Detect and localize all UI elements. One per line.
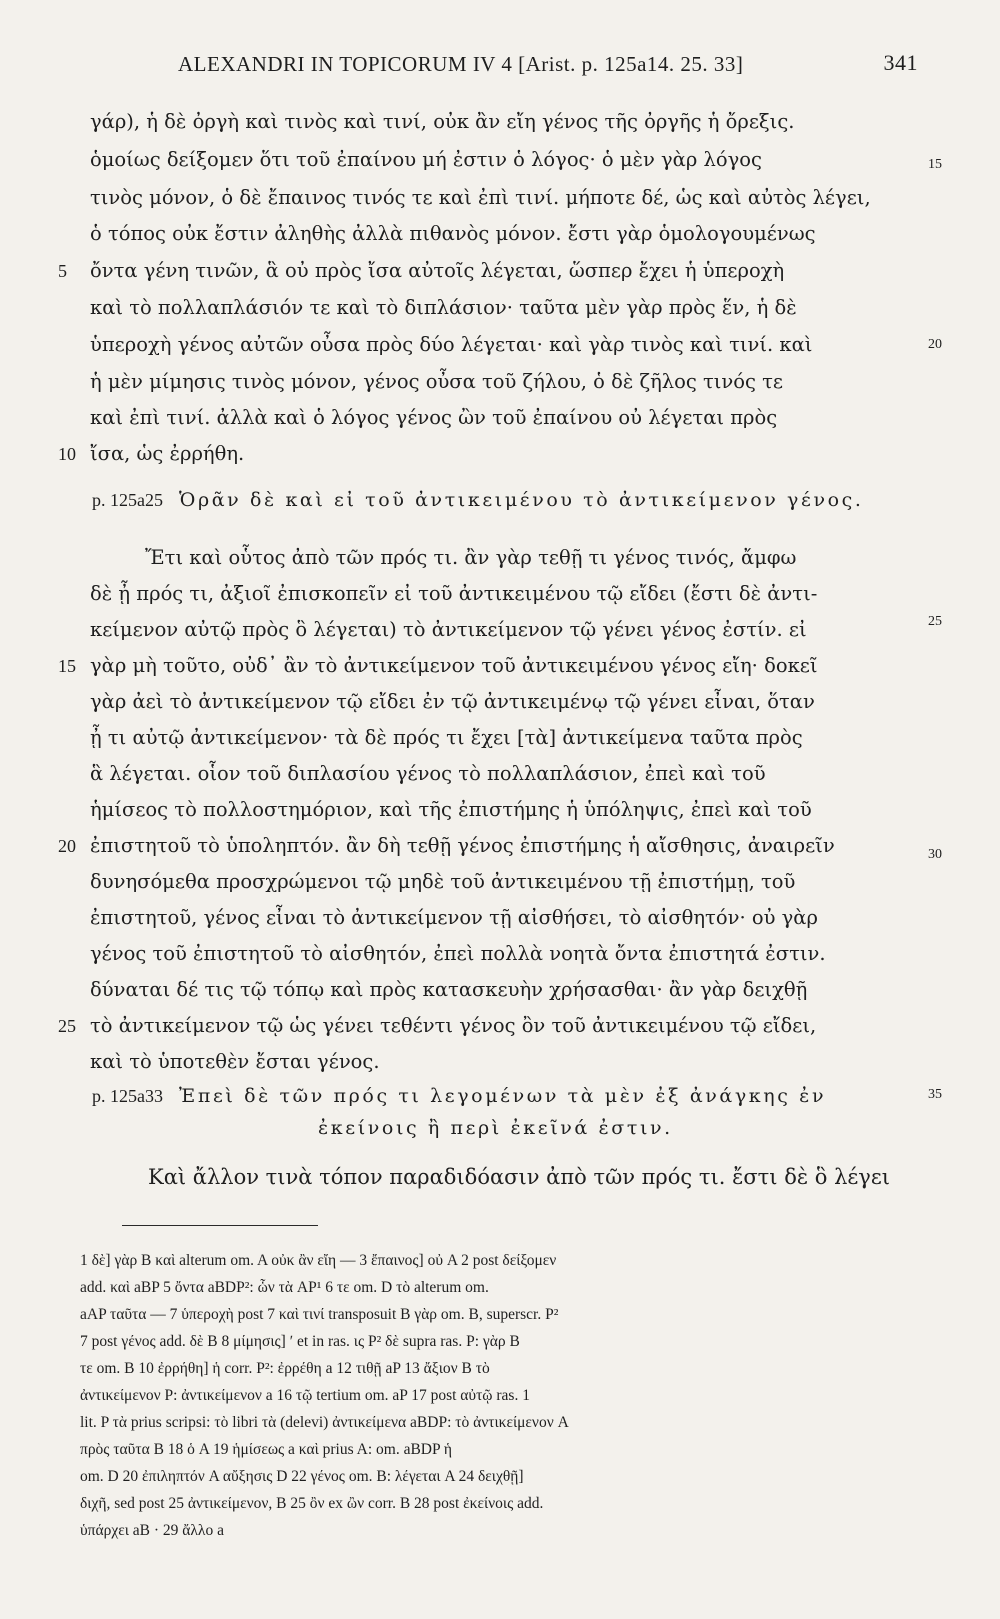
bekker-line-number: 35 bbox=[928, 1087, 942, 1102]
line-number: 20 bbox=[58, 836, 76, 856]
lemma-text: Ὁρᾶν δὲ καὶ εἰ τοῦ ἀντικειμένου τὸ ἀντικείμενον γένος. bbox=[179, 489, 864, 511]
text-line: ὑπεροχὴ γένος αὐτῶν οὖσα πρὸς δύο λέγεται· καὶ γὰρ τινὸς καὶ τινί. καὶ bbox=[90, 333, 813, 356]
running-header bbox=[178, 52, 918, 77]
apparatus-line: 1 δὲ] γὰρ B καὶ alterum om. A οὐκ ἂν εἴη — 3 ἔπαινος] οὐ A 2 post δείξομεν bbox=[80, 1252, 557, 1269]
lemma-text: Ἐπεὶ δὲ τῶν πρός τι λεγομένων τὰ μὲν ἐξ ἀνάγκης ἐν bbox=[179, 1085, 827, 1107]
apparatus-line: πρὸς ταῦτα B 18 ὁ A 19 ἡμίσεως a καὶ prius A: om. aBDP ἡ bbox=[80, 1441, 453, 1458]
text-line: γὰρ ἀεὶ τὸ ἀντικείμενον τῷ εἴδει ἐν τῷ ἀντικειμένῳ τῷ γένει εἶναι, ὅταν bbox=[90, 690, 815, 713]
text-line: ἡμίσεος τὸ πολλοστημόριον, καὶ τῆς ἐπιστήμης ἡ ὑπόληψις, ἐπεὶ καὶ τοῦ bbox=[90, 798, 812, 821]
lemma-heading-continued bbox=[318, 1112, 673, 1144]
page-number: 341 bbox=[883, 50, 918, 75]
text-line: ᾖ τι αὐτῷ ἀντικείμενον· τὰ δὲ πρός τι ἔχει [τὰ] ἀντικείμενα ταῦτα πρὸς bbox=[90, 726, 803, 749]
line-number: 15 bbox=[58, 656, 76, 676]
lemma-heading bbox=[92, 1080, 826, 1112]
text-line: ὄντα γένη τινῶν, ἃ οὐ πρὸς ἴσα αὐτοῖς λέγεται, ὥσπερ ἔχει ἡ ὑπεροχὴ bbox=[90, 259, 785, 282]
text-line: δυνησόμεθα προσχρώμενοι τῷ μηδὲ τοῦ ἀντικειμένου τῇ ἐπιστήμῃ, τοῦ bbox=[90, 870, 796, 893]
text-line: δύναται δέ τις τῷ τόπῳ καὶ πρὸς κατασκευὴν χρήσασθαι· ἂν γὰρ δειχθῇ bbox=[90, 978, 808, 1001]
line-number: 5 bbox=[58, 261, 67, 281]
text-line: ἡ μὲν μίμησις τινὸς μόνον, γένος οὖσα τοῦ ζήλου, ὁ δὲ ζῆλος τινός τε bbox=[90, 370, 784, 393]
text-line: ἐπιστητοῦ, γένος εἶναι τὸ ἀντικείμενον τῇ αἰσθήσει, τὸ αἰσθητόν· οὐ γὰρ bbox=[90, 906, 818, 929]
line-number: 10 bbox=[58, 444, 76, 464]
bekker-line-number: 20 bbox=[928, 337, 942, 352]
text-line: γὰρ μὴ τοῦτο, οὐδ᾽ ἂν τὸ ἀντικείμενον τοῦ ἀντικειμένου γένος εἴη· δοκεῖ bbox=[90, 654, 818, 677]
text-line: γάρ), ἡ δὲ ὀργὴ καὶ τινὸς καὶ τινί, οὐκ ἂν εἴη γένος τῆς ὀργῆς ἡ ὄρεξις. bbox=[90, 110, 795, 133]
apparatus-line: διχῆ, sed post 25 ἀντικείμενον, B 25 ὂν ex ὢν corr. B 28 post ἐκείνοις add. bbox=[80, 1495, 544, 1512]
lemma-heading bbox=[92, 484, 864, 516]
text-line: δὲ ᾖ πρός τι, ἀξιοῖ ἐπισκοπεῖν εἰ τοῦ ἀντικειμένου τῷ εἴδει (ἔστι δὲ ἀντι- bbox=[90, 582, 818, 605]
lemma-reference: p. 125a33 bbox=[92, 1086, 163, 1106]
text-line: ὁ τόπος οὐκ ἔστιν ἀληθὴς ἀλλὰ πιθανὸς μόνον. ἔστι γὰρ ὁμολογουμένως bbox=[90, 222, 816, 245]
apparatus-line: ἀντικείμενον P: ἀντικείμενον a 16 τῷ tertium om. aP 17 post αὐτῷ ras. 1 bbox=[80, 1387, 530, 1404]
running-title: ALEXANDRI IN TOPICORUM IV 4 [Arist. p. 125a14. 25. 33] bbox=[178, 52, 744, 76]
bekker-line-number: 15 bbox=[928, 157, 942, 172]
text-line: ἴσα, ὡς ἐρρήθη. bbox=[90, 442, 245, 465]
text-line: καὶ ἐπὶ τινί. ἀλλὰ καὶ ὁ λόγος γένος ὢν τοῦ ἐπαίνου οὐ λέγεται πρὸς bbox=[90, 406, 778, 429]
line-number: 25 bbox=[58, 1016, 76, 1036]
apparatus-line: lit. P τὰ prius scripsi: τὸ libri τὰ (delevi) ἀντικείμενα aBDP: τὸ ἀντικείμενον A bbox=[80, 1414, 569, 1431]
apparatus-line: τε om. B 10 ἐρρήθη] ἡ corr. P²: ἐρρέθη a 12 τιθῇ aP 13 ἄξιον B τὸ bbox=[80, 1360, 490, 1377]
bekker-line-number: 25 bbox=[928, 614, 942, 629]
text-line: τινὸς μόνον, ὁ δὲ ἔπαινος τινός τε καὶ ἐπὶ τινί. μήποτε δέ, ὡς καὶ αὐτὸς λέγει, bbox=[90, 186, 871, 209]
text-line: καὶ τὸ πολλαπλάσιόν τε καὶ τὸ διπλάσιον· ταῦτα μὲν γὰρ πρὸς ἕν, ἡ δὲ bbox=[90, 296, 797, 319]
text-line: ἃ λέγεται. οἷον τοῦ διπλασίου γένος τὸ πολλαπλάσιον, ἐπεὶ καὶ τοῦ bbox=[90, 762, 766, 785]
apparatus-line: 7 post γένος add. δὲ B 8 μίμησις] ʹ et in ras. ις P² δὲ supra ras. P: γὰρ B bbox=[80, 1333, 520, 1350]
lemma-text: ἐκείνοις ἢ περὶ ἐκεῖνά ἐστιν. bbox=[318, 1117, 673, 1139]
text-line: ἐπιστητοῦ τὸ ὑποληπτόν. ἂν δὴ τεθῇ γένος ἐπιστήμης ἡ αἴσθησις, ἀναιρεῖν bbox=[90, 834, 835, 857]
text-line: ὁμοίως δείξομεν ὅτι τοῦ ἐπαίνου μή ἐστιν ὁ λόγος· ὁ μὲν γὰρ λόγος bbox=[90, 148, 762, 171]
text-line: κείμενον αὐτῷ πρὸς ὃ λέγεται) τὸ ἀντικείμενον τῷ γένει γένος ἐστίν. εἰ bbox=[90, 618, 807, 641]
lemma-reference: p. 125a25 bbox=[92, 490, 163, 510]
text-line: Ἔτι καὶ οὗτος ἀπὸ τῶν πρός τι. ἂν γὰρ τεθῇ τι γένος τινός, ἄμφω bbox=[145, 546, 797, 569]
text-line: καὶ τὸ ὑποτεθὲν ἔσται γένος. bbox=[90, 1050, 380, 1073]
apparatus-line: ὑπάρχει aB · 29 ἄλλο a bbox=[80, 1522, 224, 1539]
apparatus-line: add. καὶ aBP 5 ὄντα aBDP²: ὧν τὰ AP¹ 6 τε om. D τὸ alterum om. bbox=[80, 1279, 489, 1296]
text-line: γένος τοῦ ἐπιστητοῦ τὸ αἰσθητόν, ἐπεὶ πολλὰ νοητὰ ὄντα ἐπιστητά ἐστιν. bbox=[90, 942, 826, 965]
text-line: τὸ ἀντικείμενον τῷ ὡς γένει τεθέντι γένος ὂν τοῦ ἀντικειμένου τῷ εἴδει, bbox=[90, 1014, 817, 1037]
paragraph-start: Καὶ ἄλλον τινὰ τόπον παραδιδόασιν ἀπὸ τῶν πρός τι. ἔστι δὲ ὃ λέγει bbox=[148, 1165, 890, 1189]
apparatus-line: aAP ταῦτα — 7 ὑπεροχὴ post 7 καὶ τινί transposuit B γὰρ om. B, superscr. P² bbox=[80, 1306, 559, 1323]
footnote-rule bbox=[122, 1225, 318, 1226]
apparatus-line: om. D 20 ἐπιληπτόν A αὔξησις D 22 γένος om. B: λέγεται A 24 δειχθῇ] bbox=[80, 1468, 524, 1485]
bekker-line-number: 30 bbox=[928, 847, 942, 862]
